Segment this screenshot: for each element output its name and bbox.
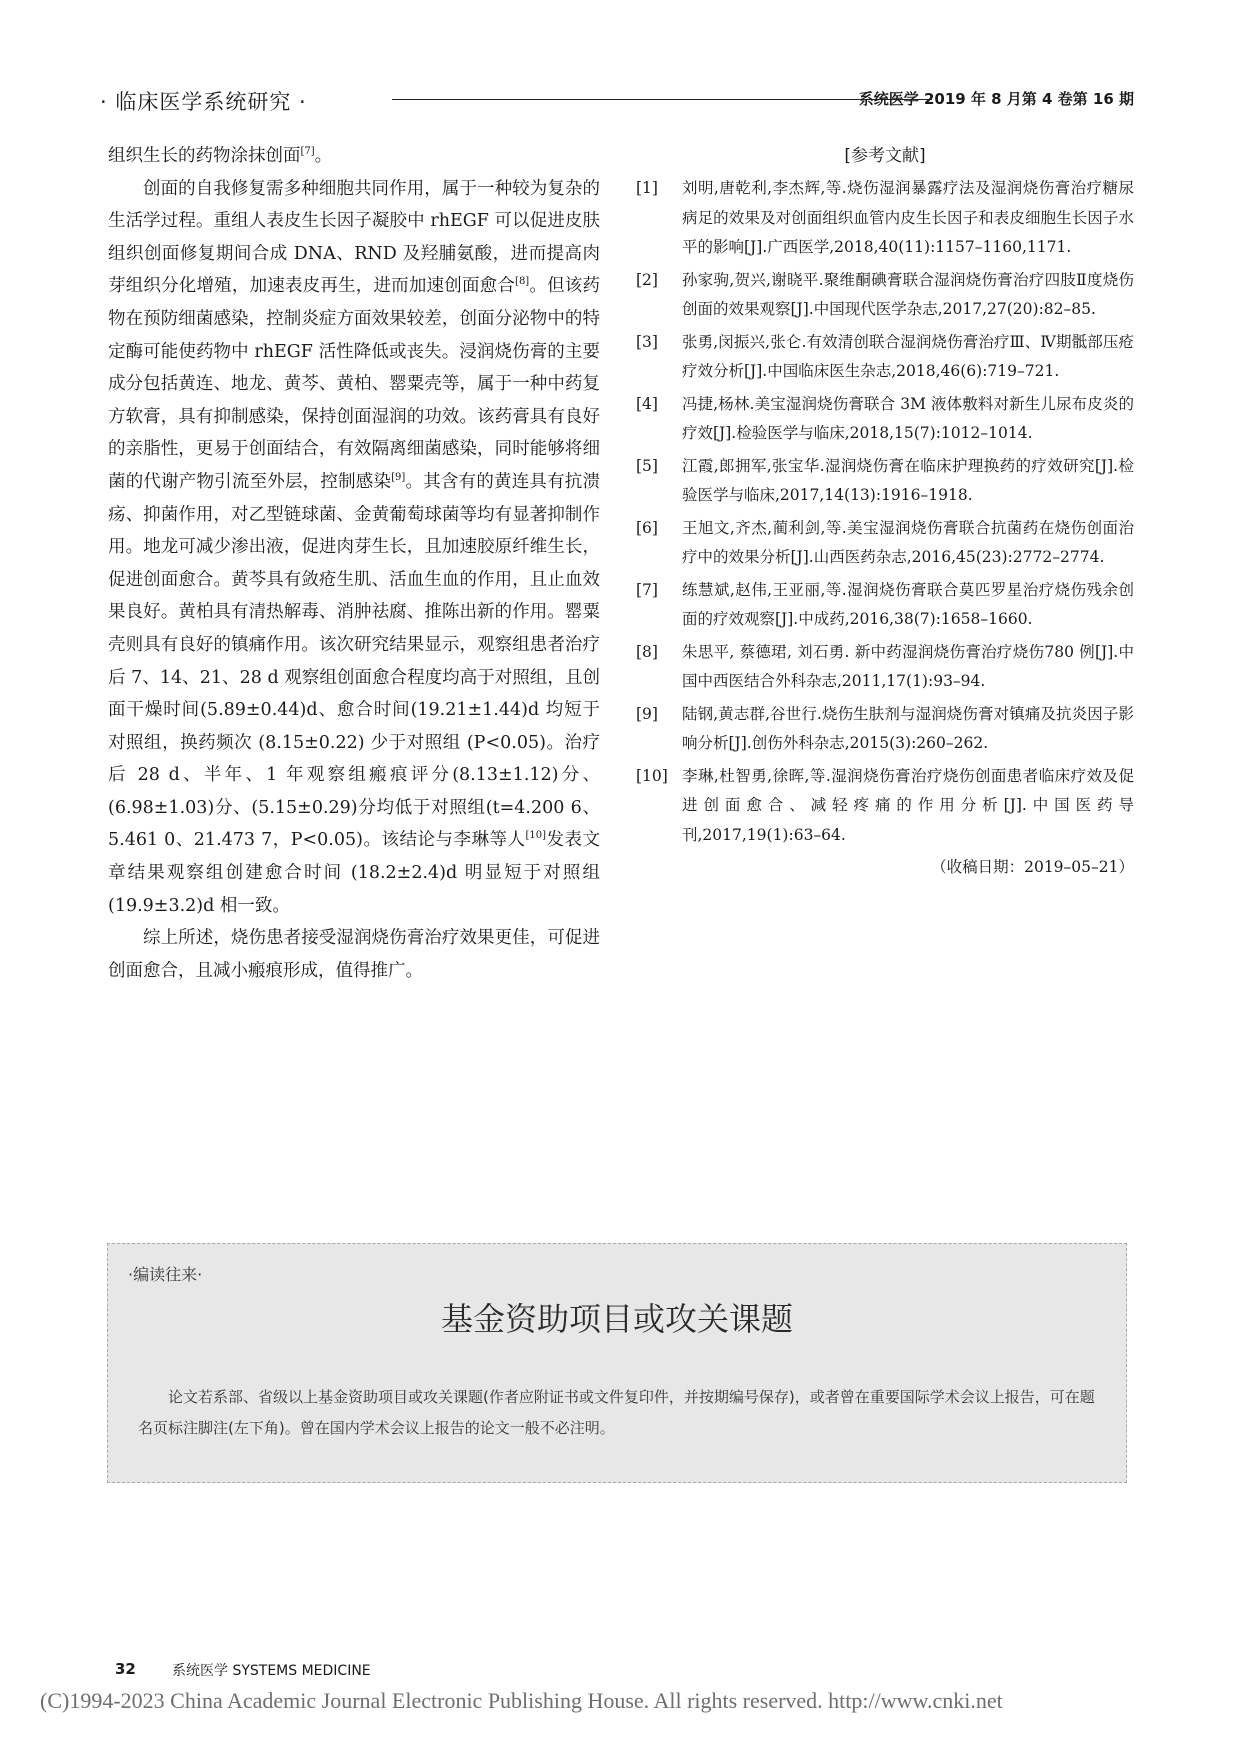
copyright-notice: (C)1994-2023 China Academic Journal Electronic Publishing House. All rights reserved. http://www.cnki.net xyxy=(40,1688,1003,1713)
reference-number: [5] xyxy=(636,456,658,475)
reference-number: [6] xyxy=(636,518,658,537)
reference-number: [9] xyxy=(636,704,658,723)
body-text: 组织生长的药物涂抹创面 xyxy=(108,146,301,166)
references-heading: [参考文献] xyxy=(844,146,926,166)
notice-text: 论文若系部、省级以上基金资助项目或攻关课题(作者应附证书或文件复印件，并按期编号保存)，或者曾在重要国际学术会议上报告，可在题名页标注脚注(左下角)。曾在国内学术会议上报告的论文一般不必注明。 xyxy=(138,1388,1095,1437)
reference-number: [10] xyxy=(636,766,668,785)
reference-text: 张勇,闵振兴,张仑.有效清创联合湿润烧伤膏治疗Ⅲ、Ⅳ期骶部压疮疗效分析[J].中国临床医生杂志,2018,46(6):719–721. xyxy=(682,332,1134,380)
reference-text: 陆钢,黄志群,谷世行.烧伤生肤剂与湿润烧伤膏对镇痛及抗炎因子影响分析[J].创伤外科杂志,2015(3):260–262. xyxy=(682,704,1134,752)
body-text: 发表文章结果观察组创建愈合时间 (18.2±2.4)d 明显短于对照组(19.9±3.2)d 相一致。 xyxy=(108,830,600,916)
body-paragraph xyxy=(108,140,600,173)
reference-text: 孙家驹,贺兴,谢晓平.聚维酮碘膏联合湿润烧伤膏治疗四肢Ⅱ度烧伤创面的效果观察[J].中国现代医学杂志,2017,27(20):82–85. xyxy=(682,270,1134,318)
reference-item xyxy=(636,762,1134,851)
reference-item xyxy=(636,576,1134,635)
reference-text: 冯捷,杨林.美宝湿润烧伤膏联合 3M 液体敷料对新生儿尿布皮炎的疗效[J].检验医学与临床,2018,15(7):1012–1014. xyxy=(682,394,1134,442)
citation: [7] xyxy=(300,146,315,158)
reference-text: 江霞,郎拥军,张宝华.湿润烧伤膏在临床护理换药的疗效研究[J].检验医学与临床,2017,14(13):1916–1918. xyxy=(682,456,1134,504)
citation: [10] xyxy=(525,830,546,842)
body-text: 。其含有的黄连具有抗溃疡、抑菌作用，对乙型链球菌、金黄葡萄球菌等均有显著抑制作用。地龙可减少渗出液，促进肉芽生长，且加速胶原纤维生长，促进创面愈合。黄芩具有敛疮生肌、活血生血的作用，且止血效果良好。黄柏具有清热解毒、消肿祛腐、推陈出新的作用。罂粟壳则具有良好的镇痛作用。该次研究结果显示，观察组患者治疗后 7、14、21、28 d 观察组创面愈合程度均高于对照组，且创面干燥时间(5.89±0.44)d、愈合时间(19.21±1.44)d 均短于对照组，换药频次 (8.15±0.22) 少于对照组 (P<0.05)。治疗后 28 d、半年、1 年观察组瘢痕评分(8.13±1.12)分、(6.98±1.03)分、(5.15±0.29)分均低于对照组(t=4.200 6、5.461 0、21.473 7，P<0.05)。该结论与李琳等人 xyxy=(108,471,600,851)
page-number: 32 xyxy=(115,1660,136,1678)
body-text: 。 xyxy=(314,146,333,166)
reference-text: 王旭文,齐杰,蔺利剑,等.美宝湿润烧伤膏联合抗菌药在烧伤创面治疗中的效果分析[J].山西医药杂志,2016,45(23):2772–2774. xyxy=(682,518,1134,566)
running-header-section: · 临床医学系统研究 · xyxy=(100,90,307,114)
reference-number: [4] xyxy=(636,394,658,413)
reference-list xyxy=(636,174,1134,850)
reference-text: 李琳,杜智勇,徐晖,等.湿润烧伤膏治疗烧伤创面患者临床疗效及促进创面愈合、减轻疼痛的作用分析[J].中国医药导刊,2017,19(1):63–64. xyxy=(682,766,1134,844)
citation: [9] xyxy=(391,472,406,484)
header-rule xyxy=(392,99,932,100)
reference-item xyxy=(636,390,1134,449)
reference-item xyxy=(636,700,1134,759)
reference-text: 朱思平, 蔡德珺, 刘石勇. 新中药湿润烧伤膏治疗烧伤780 例[J].中国中西医结合外科杂志,2011,17(1):93–94. xyxy=(682,642,1134,690)
reference-item xyxy=(636,266,1134,325)
reference-item xyxy=(636,328,1134,387)
reference-item xyxy=(636,514,1134,573)
body-paragraph xyxy=(108,173,600,923)
reference-number: [7] xyxy=(636,580,658,599)
reference-item xyxy=(636,452,1134,511)
reference-item xyxy=(636,638,1134,697)
body-paragraph: 综上所述，烧伤患者接受湿润烧伤膏治疗效果更佳，可促进创面愈合，且减小瘢痕形成，值得推广。 xyxy=(108,928,600,981)
reference-number: [1] xyxy=(636,179,658,197)
reference-text: 练慧斌,赵伟,王亚丽,等.湿润烧伤膏联合莫匹罗星治疗烧伤残余创面的疗效观察[J].中成药,2016,38(7):1658–1660. xyxy=(682,580,1134,628)
notice-title: 基金资助项目或攻关课题 xyxy=(440,1300,793,1338)
received-date: （收稿日期：2019–05–21） xyxy=(931,858,1134,876)
body-text: 。但该药物在预防细菌感染，控制炎症方面效果较差，创面分泌物中的特定酶可能使药物中 rhEGF 活性降低或丧失。浸润烧伤膏的主要成分包括黄连、地龙、黄芩、黄柏、罂粟壳等，属于一种中药复方软膏，具有抑制感染，保持创面湿润的功效。该药膏具有良好的亲脂性，更易于创面结合，有效隔离细菌感染，同时能够将细菌的代谢产物引流至外层，控制感染 xyxy=(108,276,601,492)
footer-journal-name: 系统医学 SYSTEMS MEDICINE xyxy=(172,1663,371,1679)
citation: [8] xyxy=(515,276,530,288)
body-column-left xyxy=(108,140,600,987)
reference-item xyxy=(636,174,1134,263)
notice-tag: ·编读往来· xyxy=(128,1265,203,1284)
reference-number: [3] xyxy=(636,332,658,351)
references-column xyxy=(636,140,1134,882)
body-text: 创面的自我修复需多种细胞共同作用，属于一种较为复杂的生活学过程。重组人表皮生长因子凝胶中 rhEGF 可以促进皮肤组织创面修复期间合成 DNA、RND 及羟脯氨酸，进而提高肉芽组织分化增殖，加速表皮再生，进而加速创面愈合 xyxy=(108,178,600,297)
running-header-journal-issue: 系统医学 2019 年 8 月第 4 卷第 16 期 xyxy=(858,90,1134,108)
editorial-notice-box xyxy=(107,1243,1127,1483)
reference-text: 刘明,唐乾利,李杰辉,等.烧伤湿润暴露疗法及湿润烧伤膏治疗糖尿病足的效果及对创面组织血管内皮生长因子和表皮细胞生长因子水平的影响[J].广西医学,2018,40(11):1157–1160,1171. xyxy=(682,179,1134,256)
reference-number: [8] xyxy=(636,642,658,661)
reference-number: [2] xyxy=(636,270,658,289)
